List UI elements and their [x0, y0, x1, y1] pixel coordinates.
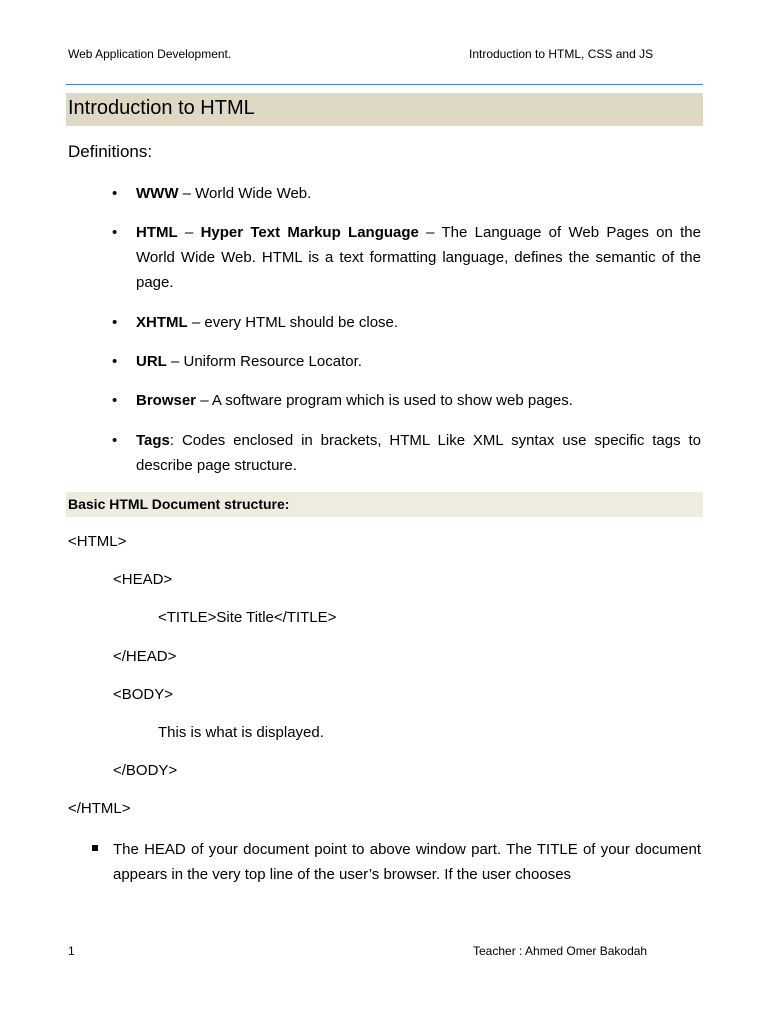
definition-text: – A software program which is used to show web pages.: [196, 392, 573, 409]
bullet-icon: •: [112, 353, 118, 370]
bullet-icon: •: [112, 392, 118, 409]
code-line: </HTML>: [68, 800, 131, 817]
term: URL: [136, 353, 167, 370]
bullet-icon: •: [112, 314, 118, 331]
header-right: Introduction to HTML, CSS and JS: [469, 47, 654, 61]
square-bullet-icon: [92, 845, 98, 851]
term: XHTML: [136, 314, 188, 331]
definition-text: – every HTML should be close.: [187, 314, 399, 331]
definition-text: –: [177, 224, 201, 241]
definition-text: – The Language of Web Pages on the World Wide Web. HTML is a text formatting language, defines the semantic of the page.: [136, 224, 701, 291]
note-text: The HEAD of your document point to above window part. The TITLE of your document appears in the very top line of the user’s browser. If the user chooses: [113, 841, 701, 883]
code-line: <HEAD>: [113, 571, 173, 588]
term: Browser: [136, 392, 197, 409]
term: WWW: [136, 185, 179, 202]
structure-heading-band: [66, 492, 703, 517]
header-left: Web Application Development.: [68, 47, 232, 61]
code-line: </BODY>: [113, 762, 178, 779]
title-band: [66, 93, 703, 126]
footer-teacher: Teacher : Ahmed Omer Bakodah: [473, 944, 648, 958]
code-line: This is what is displayed.: [158, 724, 324, 741]
bullet-icon: •: [112, 224, 118, 241]
header-rule: [66, 84, 703, 85]
code-line: <TITLE>Site Title</TITLE>: [158, 609, 337, 626]
code-line: <BODY>: [113, 686, 174, 703]
bullet-icon: •: [112, 185, 118, 202]
page-title: Introduction to HTML: [68, 97, 255, 119]
code-line: <HTML>: [68, 533, 127, 550]
definition-text: – Uniform Resource Locator.: [166, 353, 362, 370]
definition-text: – World Wide Web.: [178, 185, 312, 202]
structure-heading: Basic HTML Document structure:: [68, 496, 290, 512]
definitions-heading: Definitions:: [68, 142, 153, 161]
bullet-icon: •: [112, 432, 118, 449]
definition-text: : Codes enclosed in brackets, HTML Like XML syntax use specific tags to describe page structure.: [136, 432, 701, 474]
code-line: </HEAD>: [113, 648, 177, 665]
term: Tags: [136, 432, 170, 449]
page-number: 1: [68, 944, 75, 958]
term: HTML: [136, 224, 178, 241]
term-expansion: Hyper Text Markup Language: [200, 224, 419, 241]
